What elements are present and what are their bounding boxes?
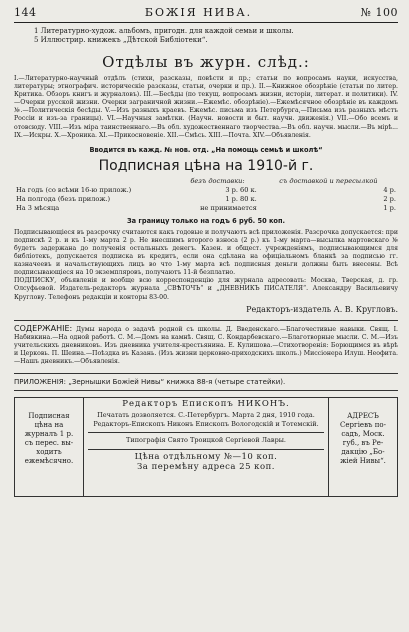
sections-title: Отдѣлы въ журн. слѣд.: bbox=[102, 53, 310, 71]
footer bbox=[14, 397, 398, 497]
subscription-address: ПОДПИСКУ, объявленія и вообще всю корреспонденцію для журнала адресовать: Москва, Тверская, д. гр. Олсуфьевой. Издатель-редакторъ журнала „СВѢТОЧЪ“ и „ДНЕВНИКЪ ПИСАТЕЛЯ“. Александру Васильевичу Круглову. Телефонъ редакціи и конторы 83-00. bbox=[14, 277, 398, 301]
appendix-line: ПРИЛОЖЕНІЯ: „Зернышки Божіей Нивы“ книжка 88-я (четыре статейки). bbox=[14, 373, 398, 391]
new-section-note: Вводится въ кажд. № нов. отд. „На помощь семьѣ и школѣ“ bbox=[89, 145, 323, 154]
supplements-list bbox=[14, 27, 398, 45]
footer-permission: Печатать дозволяется. С.-Петербургъ. Марта 2 дня, 1910 года. Редакторъ-Епископъ Никонъ Епископъ Вологодскій и Тотемскій. bbox=[93, 411, 319, 428]
price-header-delivery: съ доставкой и пересылкой bbox=[279, 176, 378, 185]
footer-imprint bbox=[84, 397, 328, 497]
footer-address-change: За перемѣну адреса 25 коп. bbox=[137, 461, 275, 472]
contents-block bbox=[14, 320, 398, 367]
subscription-terms: Подписывающіеся въ разсрочку считаются какъ годовые и получаютъ всѣ приложенія. Разсрочка допускается: при подпискѣ 2 р. и къ 1-му марта 2 р. Не внесшимъ второго взноса (2 р.) къ 1-му марта—высылка мартовскаго № будетъ задержана до полученія остальныхъ денегъ. Казен. и общест. учрежденіямъ, подписывающимся для библіотекъ, допускается подписка въ кредитъ, если она сдѣлана на офиціальномъ бланкѣ за подписью гг. казначеевъ и начальствующихъ лицъ во что 1-му марта всѣ подписныя деньги должны быть внесены. Всѣ подписывающіеся на 10 экземпляровъ, получаютъ 11-й безплатно. bbox=[14, 228, 398, 277]
running-header bbox=[14, 6, 398, 23]
contents-text: Думы народа о задачѣ родной съ школы. Д. Введенскаго.—Благочестивые навыки. Свящ. І. Набивкина.—На одной работѣ. С. М.—Домъ на камнѣ. Свящ. С. Кондарбевскаго.—Благотворные мысли. С. М.—Изъ учительскихъ дневниковъ. Изъ дневника учителя-крестьянина. Е. Кулишова.—Стихотворенія: Борющимся въ вѣрѣ и Церковь. П. Шеина.—Поѣздка въ Казань. (Изъ жизни церковно-приходскихъ школъ.) Миссіонера Илуш. Неофита.—Нашъ дневникъ.—Объявленія. bbox=[14, 325, 399, 366]
price-title: Подписная цѣна на 1910-й г. bbox=[98, 157, 314, 174]
footer-typography: Типографія Свято Троицкой Сергіевой Лавры. bbox=[88, 432, 324, 445]
price-header-nodelivery: безъ доставки: bbox=[190, 176, 245, 185]
journal-title: БОЖІЯ НИВА. bbox=[144, 6, 253, 19]
contents-heading: СОДЕРЖАНІЕ: bbox=[14, 323, 73, 333]
abroad-price: За границу только на годъ 6 руб. 50 коп. bbox=[126, 216, 286, 225]
price-row: На годъ (со всѣми 16-ю прилож.) 3 р. 60 к. 4 р. bbox=[16, 185, 396, 194]
price-table bbox=[14, 177, 398, 213]
price-row: На полгода (безъ прилож.) 1 р. 80 к. 2 р. bbox=[16, 194, 396, 203]
issue-number: № 100 bbox=[360, 6, 398, 19]
editor-signature: Редакторъ-издатель А. В. Кругловъ. bbox=[246, 304, 398, 314]
footer-single-price: Цѣна отдѣльному №—10 коп. bbox=[88, 449, 324, 462]
page-number: 144 bbox=[14, 6, 37, 19]
supplement-item: 5 Иллюстрир. книжекъ „Дѣтской Библіотеки“. bbox=[34, 36, 208, 44]
footer-publisher: Редакторъ Епископъ НИКОНЪ. bbox=[122, 398, 290, 409]
page bbox=[14, 6, 398, 626]
price-row: На 3 мѣсяца не принимается 1 р. bbox=[16, 203, 396, 212]
sections-text: I.—Литературно-научный отдѣлъ (стихи, разсказы, повѣсти и пр.; статьи по вопросамъ науки, искусства, литературы; этнографич. историческіе разсказы, статьи, очерки и пр.). II.—Книжное обозрѣніе (статьи по литер. Критика. Обзоръ книгъ и журналовъ). III.—Бесѣды (по текущ. вопросамъ жизни, исторіи, литерат. и политики). IV.—Очерки русской жизни. Очерки заграничной жизни.—Ежемѣс. обозрѣніе).—Ежемѣсячное обозрѣніе въ каждомъ №.—Политическія бесѣды. V.—Изъ разныхъ краевъ. Ежемѣс. письма изъ Петербурга,—Письма изъ разныхъ мѣстъ Россіи и изъ-за границы). VI.—Научныя замѣтки. (Научн. новости и быт. научн. движенія.) VII.—Обо всемъ и отовсюду. VIII.—Изъ міра таинственнаго.—Въ обл. художественнаго творчества.—Въ обл. научн. мысли.—Въ мірѣ... IX.—Искры. X.—Хроника. XI.—Прикосновеніе. XII.—Смѣсь. XIII.—Почта. XIV.—Объявленія. bbox=[14, 75, 398, 139]
footer-price-note: Подписная цѣна на журналъ 1 р. съ перес. вы- ходитъ ежемѣсячно. bbox=[14, 397, 84, 497]
footer-address: АДРЕСЪ Сергіевъ по- садъ, Моск. губ., въ Ре- дакцію „Бо- жіей Нивы“. bbox=[328, 397, 398, 497]
supplement-item: 1 Литературно-худож. альбомъ, пригодн. для каждой семьи и школы. bbox=[34, 27, 294, 35]
